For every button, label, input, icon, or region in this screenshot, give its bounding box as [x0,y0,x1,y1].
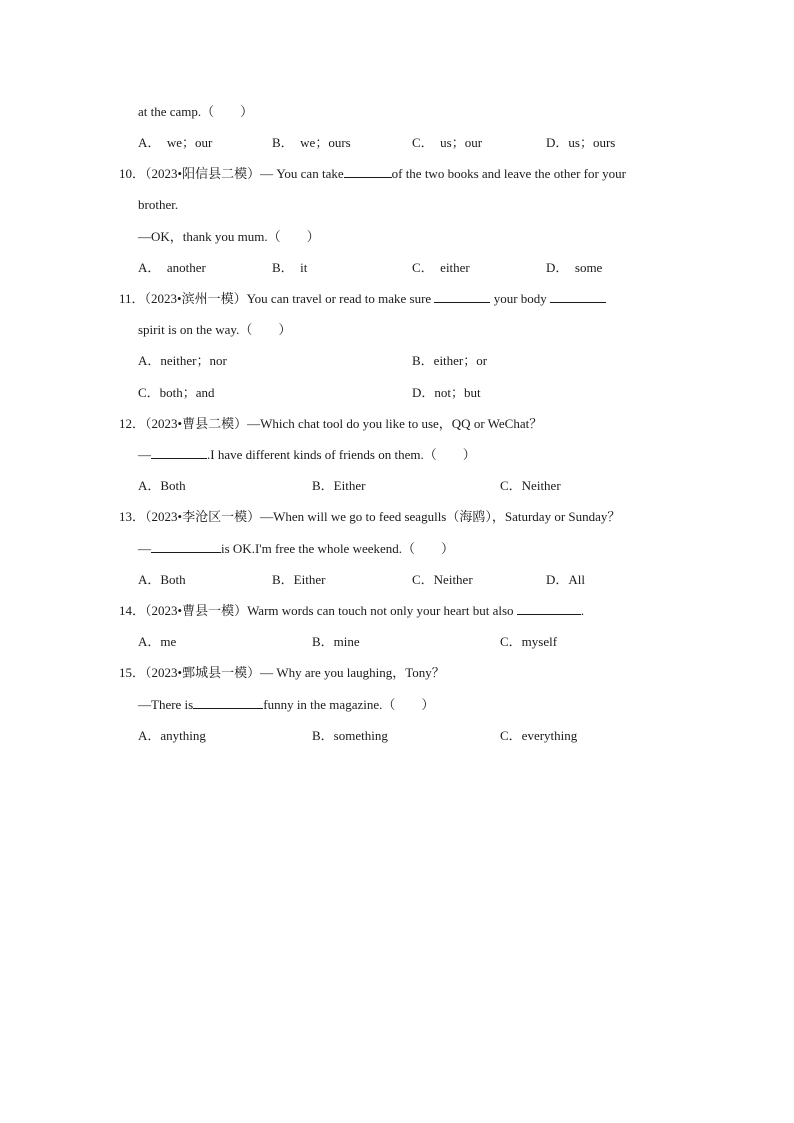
question-source: （2023•滨州一模） [144,291,247,306]
q13-option-a[interactable]: A．Both [138,572,186,587]
stem-text: your body [493,291,547,306]
stem-text: You can travel or read to make sure [246,291,432,306]
reply-text: is OK.I'm free the whole weekend.（ ） [221,541,455,556]
question-11-stem [119,290,606,308]
q11-option-a[interactable]: A．neither；nor [138,353,227,368]
reply-text: funny in the magazine.（ ） [263,697,435,712]
stem-text: of the two books and leave the other for your [391,166,626,181]
question-number: 10． [119,166,146,181]
stem-text: —Which chat tool do you like to use，QQ or WeChat？ [247,416,543,431]
question-13-reply [138,540,454,558]
q13-option-d[interactable]: D．All [546,572,586,587]
question-number: 13． [119,509,146,524]
question-10-stem [119,165,626,183]
q13-option-c[interactable]: C．Neither [412,572,473,587]
q9-stem-continuation: at the camp.（ ） [138,104,254,119]
question-source: （2023•曹县二模） [145,416,248,431]
q10-option-d[interactable]: D． some [546,260,603,275]
question-number: 15． [119,665,146,680]
reply-text: —There is [138,697,194,712]
question-14-stem [119,602,584,620]
question-13-stem [119,508,620,526]
q13-option-b[interactable]: B．Either [272,572,326,587]
question-source: （2023•阳信县二模） [145,166,261,181]
q11-option-b[interactable]: B．either；or [412,353,488,368]
question-10-reply: —OK，thank you mum.（ ） [138,229,320,244]
q9-option-c[interactable]: C． us；our [412,135,483,150]
question-source: （2023•曹县一模） [145,603,248,618]
answer-blank[interactable] [151,446,207,459]
question-source: （2023•鄄城县一模） [145,665,261,680]
q14-option-a[interactable]: A．me [138,634,177,649]
dash: — [138,541,151,556]
q15-option-c[interactable]: C．everything [500,728,578,743]
q12-option-c[interactable]: C．Neither [500,478,561,493]
question-12-stem [119,415,542,433]
answer-blank[interactable] [434,290,490,303]
reply-text: .I have different kinds of friends on them.（ ） [207,447,476,462]
answer-blank[interactable] [193,696,263,709]
q15-option-a[interactable]: A．anything [138,728,206,743]
q9-option-a[interactable]: A． we；our [138,135,213,150]
q9-option-b[interactable]: B． we；ours [272,135,351,150]
q12-option-a[interactable]: A．Both [138,478,186,493]
question-source: （2023•李沧区一模） [145,509,261,524]
stem-text: Warm words can touch not only your heart but also [247,603,514,618]
q11-option-c[interactable]: C．both；and [138,385,215,400]
stem-text: — Why are you laughing，Tony？ [260,665,445,680]
q10-option-b[interactable]: B． it [272,260,308,275]
q14-option-b[interactable]: B．mine [312,634,360,649]
q15-option-b[interactable]: B．something [312,728,388,743]
question-11-stem-continuation: spirit is on the way.（ ） [138,322,292,337]
q14-option-c[interactable]: C．myself [500,634,558,649]
stem-text: . [580,603,585,618]
stem-text: —When will we go to feed seagulls（海鸥），Saturday or Sunday？ [260,509,621,524]
stem-text: — You can take [260,166,344,181]
question-12-reply [138,446,476,464]
question-15-reply [138,696,434,714]
answer-blank[interactable] [517,602,581,615]
answer-blank[interactable] [151,540,221,553]
dash: — [138,447,151,462]
q12-option-b[interactable]: B．Either [312,478,366,493]
q9-option-d[interactable]: D．us；ours [546,135,616,150]
question-number: 11． [119,291,145,306]
q11-option-d[interactable]: D．not；but [412,385,481,400]
answer-blank[interactable] [344,165,392,178]
q10-option-c[interactable]: C． either [412,260,470,275]
question-15-stem [119,664,445,682]
question-number: 12． [119,416,146,431]
answer-blank[interactable] [550,290,606,303]
q10-option-a[interactable]: A． another [138,260,206,275]
question-number: 14． [119,603,146,618]
question-10-stem-continuation: brother. [138,197,179,212]
